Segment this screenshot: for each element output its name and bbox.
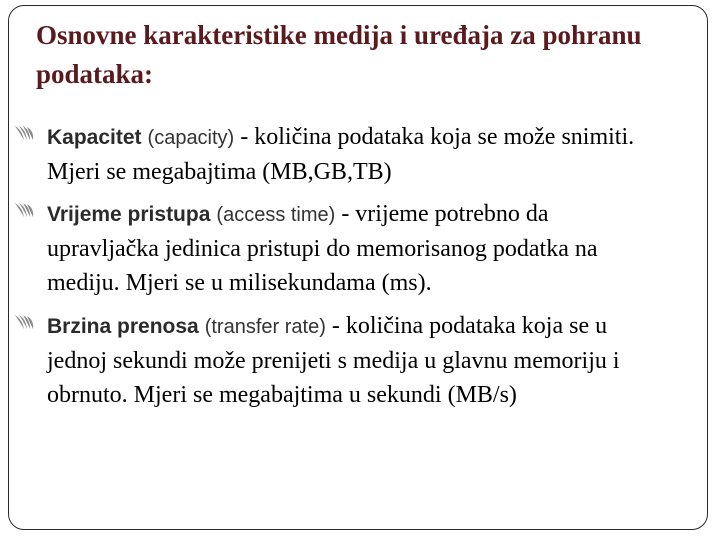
bullet-english-term: (access time) bbox=[216, 204, 336, 226]
bullet-term: Vrijeme pristupa bbox=[47, 203, 211, 226]
bullet-item-vrijeme-pristupa bbox=[0, 197, 660, 300]
bullet-english-term: (transfer rate) bbox=[204, 316, 326, 338]
bullet-term: Brzina prenosa bbox=[47, 315, 199, 338]
bullet-definition: - vrijeme potrebno da upravljačka jedinica pristupi do memorisanog podatka na mediju. Mjeri se u milisekundama (ms). bbox=[47, 201, 598, 296]
bullet-item-kapacitet bbox=[0, 120, 660, 189]
bullet-term: Kapacitet bbox=[47, 126, 142, 149]
wing-bullet-icon bbox=[14, 201, 36, 219]
wing-bullet-icon bbox=[14, 124, 36, 142]
wing-bullet-icon bbox=[14, 313, 36, 331]
bullet-definition: - količina podataka koja se u jednoj sekundi može prenijeti s medija u glavnu memoriju i obrnuto. Mjeri se megabajtima u sekundi (MB/s) bbox=[47, 313, 620, 408]
bullet-item-brzina-prenosa bbox=[0, 309, 660, 412]
bullet-definition: - količina podataka koja se može snimiti. Mjeri se megabajtima (MB,GB,TB) bbox=[47, 124, 635, 185]
slide-title: Osnovne karakteristike medija i uređaja za pohranu podataka: bbox=[36, 20, 642, 89]
bullet-english-term: (capacity) bbox=[147, 127, 235, 149]
